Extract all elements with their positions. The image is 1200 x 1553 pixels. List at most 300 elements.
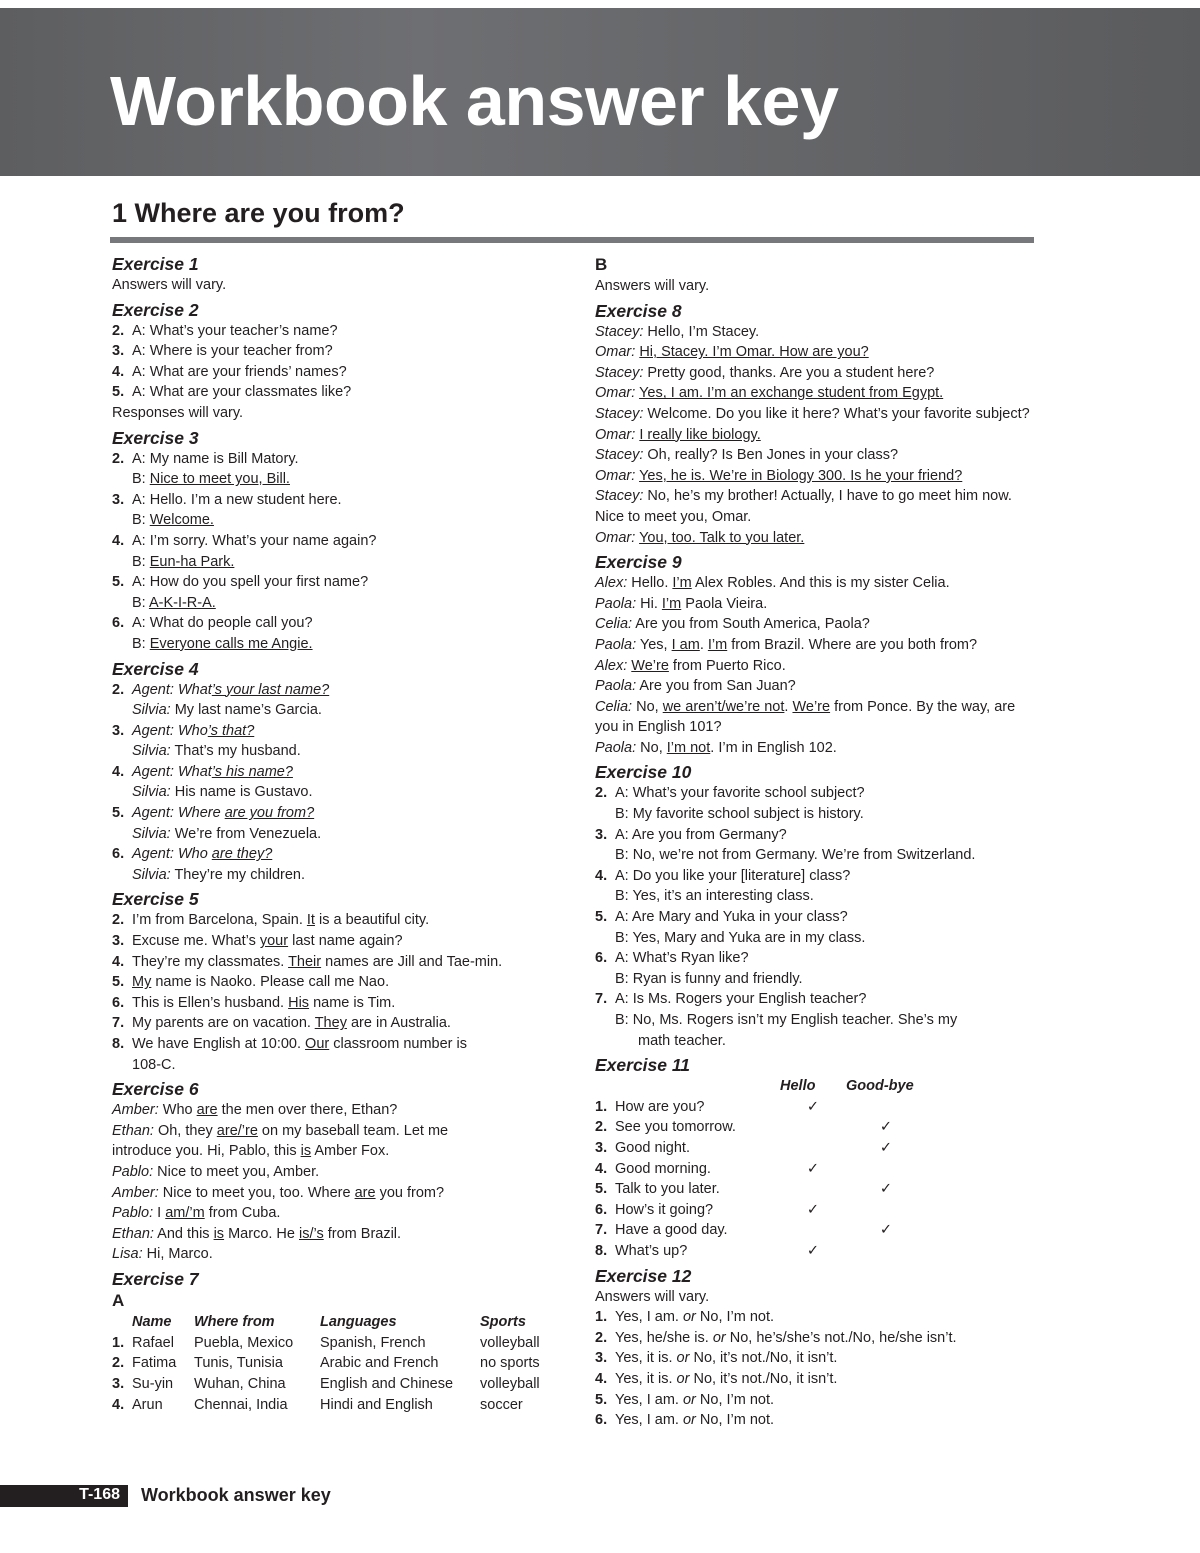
answer-text: you from? xyxy=(375,1184,445,1201)
underlined-answer: your xyxy=(259,933,289,950)
phrase-cell xyxy=(595,1097,780,1118)
item-number: 8. xyxy=(595,1242,608,1259)
underlined-answer: I’m xyxy=(707,636,728,653)
answer-text: A: Are you from Germany? xyxy=(615,826,787,843)
answer-line xyxy=(112,972,562,993)
header-banner xyxy=(0,8,1200,176)
answer-text: classroom number is xyxy=(329,1036,468,1052)
hello-check-cell: ✓ xyxy=(806,1201,820,1218)
answer-text: A: Hello. I’m a new student here. xyxy=(132,491,342,508)
answer-text: Oh, really? Is Ben Jones in your class? xyxy=(643,447,899,464)
underlined-answer: His xyxy=(288,994,310,1011)
answer-text: Hi. xyxy=(636,595,662,612)
table-row xyxy=(595,1220,926,1241)
answer-line xyxy=(595,363,1035,384)
left-column xyxy=(112,254,562,1415)
exercise-6-dialogue xyxy=(112,1100,562,1265)
underlined-answer: Eun-ha Park. xyxy=(149,553,235,570)
or-word: or xyxy=(682,1309,696,1326)
speaker-name: Silvia: xyxy=(132,743,171,760)
answer-line xyxy=(112,1055,562,1076)
item-number: 2. xyxy=(112,322,125,339)
answer-line xyxy=(112,613,562,634)
answer-line xyxy=(112,321,562,342)
item-number: 4. xyxy=(112,763,125,780)
answer-line xyxy=(112,952,562,973)
answer-text: They’re my classmates. xyxy=(132,953,289,970)
answer-line xyxy=(112,1121,562,1142)
from-cell: Tunis, Tunisia xyxy=(194,1355,283,1372)
speaker-name: Omar: xyxy=(595,426,636,443)
item-number: 4. xyxy=(595,867,608,884)
item-number: 6. xyxy=(112,615,125,632)
goodbye-check-cell: ✓ xyxy=(879,1222,893,1239)
answer-line xyxy=(595,845,1035,866)
answer-text: A: What do people call you? xyxy=(132,615,313,632)
speaker-name: Stacey: xyxy=(595,405,644,422)
answer-text: Hello. xyxy=(627,575,673,592)
answer-line xyxy=(595,969,1035,990)
answer-text: math teacher. xyxy=(638,1032,726,1049)
page-footer xyxy=(0,1485,600,1507)
section-label: B xyxy=(595,255,608,274)
speaker-name: Ethan: xyxy=(112,1122,154,1139)
answer-line xyxy=(112,721,562,742)
answer-line xyxy=(112,469,562,490)
answer-text: His name is Gustavo. xyxy=(170,784,313,801)
speaker-name: Stacey: xyxy=(595,364,644,381)
answer-line xyxy=(595,1348,1035,1369)
item-number: 3. xyxy=(595,1350,608,1367)
answer-line xyxy=(595,676,1035,697)
answer-line xyxy=(595,614,1035,635)
underlined-answer: are/’re xyxy=(216,1122,258,1139)
answer-line xyxy=(112,700,562,721)
item-number: 5. xyxy=(595,1391,608,1408)
answer-line xyxy=(112,449,562,470)
answer-text: A: I’m sorry. What’s your name again? xyxy=(132,532,377,549)
answer-text: See you tomorrow. xyxy=(615,1119,736,1136)
hello-check-cell: ✓ xyxy=(806,1160,820,1177)
sports-cell: volleyball xyxy=(480,1334,540,1351)
goodbye-check-cell: ✓ xyxy=(879,1139,893,1156)
answer-text: . xyxy=(784,698,793,715)
underlined-answer: Our xyxy=(305,1036,330,1052)
item-number: 2. xyxy=(595,1329,608,1346)
item-number: 3. xyxy=(595,1139,608,1156)
exercise-heading: Exercise 11 xyxy=(595,1055,691,1076)
name-cell: Rafael xyxy=(132,1334,174,1351)
answer-line xyxy=(595,342,1035,363)
page-title: Workbook answer key xyxy=(110,62,839,140)
answer-text: Pretty good, thanks. Are you a student here? xyxy=(643,364,935,381)
underlined-answer: is/’s xyxy=(299,1225,324,1242)
answer-line xyxy=(595,445,1035,466)
exercise-heading: Exercise 5 xyxy=(112,889,199,910)
answer-text: We’re from Venezuela. xyxy=(170,825,322,842)
phrase-cell xyxy=(595,1220,780,1241)
answer-line xyxy=(112,1162,562,1183)
col-header: Good-bye xyxy=(846,1078,914,1095)
from-cell: Chennai, India xyxy=(194,1396,288,1413)
answer-text: B: No, Ms. Rogers isn’t my English teacher. She’s my xyxy=(615,1012,958,1028)
item-number: 4. xyxy=(595,1160,608,1177)
answer-line xyxy=(112,634,562,655)
goodbye-check-cell: ✓ xyxy=(879,1119,893,1136)
name-cell: Fatima xyxy=(132,1355,177,1372)
exercise-heading: Exercise 8 xyxy=(595,300,682,321)
hello-check-cell: ✓ xyxy=(806,1242,820,1259)
languages-cell: English and Chinese xyxy=(320,1376,454,1393)
answer-line xyxy=(112,1034,562,1055)
answer-text: from Cuba. xyxy=(204,1205,281,1222)
answer-line xyxy=(595,738,1035,759)
col-header: Where from xyxy=(194,1313,275,1330)
exercise-2-list xyxy=(112,321,562,403)
speaker-name: Agent: xyxy=(132,722,174,739)
table-row xyxy=(595,1200,926,1221)
goodbye-check-cell: ✓ xyxy=(879,1181,893,1198)
speaker-name: Amber: xyxy=(112,1184,159,1201)
answer-text: A: Do you like your [literature] class? xyxy=(615,867,851,884)
item-number: 3. xyxy=(595,826,608,843)
goodbye-check-cell xyxy=(846,1200,926,1221)
speaker-name: Omar: xyxy=(595,385,636,402)
item-number: 7. xyxy=(595,1222,608,1239)
answer-text: B: Yes, it’s an interesting class. xyxy=(615,888,814,905)
item-number: 2. xyxy=(595,785,608,802)
hello-check-cell xyxy=(780,1117,846,1138)
answer-line xyxy=(112,552,562,573)
goodbye-check-cell xyxy=(846,1241,926,1262)
answer-text: Yes, I am. xyxy=(615,1309,683,1326)
answer-line xyxy=(595,1390,1035,1411)
answer-line xyxy=(595,907,1035,928)
answer-text: How are you? xyxy=(615,1098,705,1115)
underlined-answer: My xyxy=(132,974,152,991)
answer-text: No, he’s my brother! Actually, I have to go meet him now. Nice to meet you, Omar. xyxy=(595,488,1012,525)
answer-line xyxy=(595,928,1035,949)
speaker-name: Amber: xyxy=(112,1102,159,1119)
title-rule xyxy=(110,237,1034,243)
speaker-name: Omar: xyxy=(595,529,636,546)
answer-text: And this xyxy=(153,1225,214,1242)
speaker-name: Pablo: xyxy=(112,1163,154,1180)
underlined-answer: ’s your last name? xyxy=(211,681,330,698)
item-number: 2. xyxy=(112,450,125,467)
sports-cell: volleyball xyxy=(480,1376,540,1393)
languages-cell: Spanish, French xyxy=(320,1334,426,1351)
answer-line xyxy=(112,572,562,593)
answer-text: Good morning. xyxy=(615,1160,711,1177)
answer-line xyxy=(595,948,1035,969)
answer-text: Alex Robles. And this is my sister Celia. xyxy=(691,575,950,592)
hello-check-cell xyxy=(780,1220,846,1241)
answer-line xyxy=(595,1410,1035,1431)
underlined-answer: I am xyxy=(671,636,700,653)
item-number: 7. xyxy=(595,991,608,1008)
from-cell: Wuhan, China xyxy=(194,1376,286,1393)
answer-text: Yes, it is. xyxy=(615,1370,677,1387)
answer-line xyxy=(595,804,1035,825)
answer-text: Amber Fox. xyxy=(311,1143,390,1160)
answer-line xyxy=(595,486,1035,527)
or-word: or xyxy=(676,1370,690,1387)
answer-text: This is Ellen’s husband. xyxy=(132,994,289,1011)
answer-line xyxy=(595,866,1035,887)
table-row xyxy=(112,1353,540,1374)
answer-line xyxy=(595,635,1035,656)
languages-cell: Arabic and French xyxy=(320,1355,439,1372)
answer-line xyxy=(595,1328,1035,1349)
answer-text: Who xyxy=(173,846,212,863)
phrase-cell xyxy=(595,1179,780,1200)
answer-line xyxy=(112,782,562,803)
answer-line xyxy=(112,680,562,701)
item-number: 2. xyxy=(595,1119,608,1136)
item-number: 4. xyxy=(112,532,125,549)
col-header: Languages xyxy=(320,1313,397,1330)
answer-text: Who xyxy=(158,1102,197,1119)
speaker-name: Paola: xyxy=(595,595,637,612)
answer-line xyxy=(595,783,1035,804)
speaker-name: Celia: xyxy=(595,616,633,633)
item-number: 3. xyxy=(112,343,125,360)
answer-text: B: xyxy=(132,635,150,652)
speaker-name: Alex: xyxy=(595,575,628,592)
goodbye-check-cell xyxy=(846,1097,926,1118)
item-number: 5. xyxy=(112,974,125,991)
answer-text: Where xyxy=(173,805,225,822)
answer-text: What’s up? xyxy=(615,1242,688,1259)
item-number: 5. xyxy=(112,574,125,591)
answer-text: 108-C. xyxy=(132,1056,176,1073)
underlined-answer: Welcome. xyxy=(149,512,214,529)
answer-text: the men over there, Ethan? xyxy=(217,1102,398,1119)
answer-text: B: xyxy=(132,553,150,570)
answer-text: A: What’s Ryan like? xyxy=(615,950,749,967)
name-cell: Su-yin xyxy=(132,1376,174,1393)
exercise-heading: Exercise 3 xyxy=(112,427,199,448)
exercise-heading: Exercise 6 xyxy=(112,1079,199,1100)
item-number: 6. xyxy=(595,1201,608,1218)
answer-text: Yes, it is. xyxy=(615,1350,677,1367)
answer-line xyxy=(112,993,562,1014)
answer-text: Nice to meet you, too. Where xyxy=(158,1184,355,1201)
item-number: 5. xyxy=(595,1181,608,1198)
answer-line xyxy=(112,931,562,952)
answer-text: B: Ryan is funny and friendly. xyxy=(615,970,803,987)
underlined-answer: A-K-I-R-A. xyxy=(148,594,216,611)
answer-text: on my baseball team. Let me xyxy=(257,1122,449,1139)
exercise-9-dialogue xyxy=(595,573,1035,758)
or-word: or xyxy=(676,1350,690,1367)
answer-text: We have English at 10:00. xyxy=(132,1036,306,1052)
answer-text: Hello, I’m Stacey. xyxy=(643,323,760,340)
answer-text: Answers will vary. xyxy=(112,277,227,293)
answer-line xyxy=(112,1244,562,1265)
table-header-row xyxy=(595,1076,926,1097)
exercise-11-table xyxy=(595,1076,926,1261)
answer-text: are in Australia. xyxy=(346,1015,451,1032)
answer-line xyxy=(595,383,1035,404)
answer-text: No, I’m not. xyxy=(695,1412,775,1429)
answer-line xyxy=(595,1031,1035,1052)
answer-line xyxy=(595,404,1035,425)
goodbye-check-cell xyxy=(846,1159,926,1180)
answer-line xyxy=(595,425,1035,446)
table-row xyxy=(595,1179,926,1200)
speaker-name: Stacey: xyxy=(595,488,644,505)
underlined-answer: We’re xyxy=(631,657,669,674)
answer-text: Talk to you later. xyxy=(615,1181,720,1198)
item-number: 5. xyxy=(595,909,608,926)
answer-line xyxy=(112,510,562,531)
item-number: 2. xyxy=(112,681,125,698)
answer-text: A: My name is Bill Matory. xyxy=(132,450,299,467)
underlined-answer: I’m xyxy=(672,575,692,592)
exercise-5-list xyxy=(112,910,562,1075)
item-number: 6. xyxy=(112,994,125,1011)
answer-line xyxy=(595,656,1035,677)
underlined-answer: We’re xyxy=(792,698,831,715)
answer-text: Welcome. Do you like it here? What’s your favorite subject? xyxy=(643,405,1030,422)
answer-line xyxy=(112,531,562,552)
item-number: 1. xyxy=(595,1309,608,1326)
underlined-answer: You, too. Talk to you later. xyxy=(639,529,805,546)
item-number: 2. xyxy=(112,1355,125,1372)
exercise-heading: Exercise 12 xyxy=(595,1265,692,1286)
answer-line xyxy=(112,803,562,824)
speaker-name: Stacey: xyxy=(595,323,644,340)
answer-line xyxy=(595,697,1035,738)
col-header: Name xyxy=(132,1313,172,1330)
exercise-heading: Exercise 7 xyxy=(112,1268,199,1289)
exercise-4-list xyxy=(112,680,562,886)
speaker-name: Agent: xyxy=(132,846,174,863)
or-word: or xyxy=(712,1329,726,1346)
speaker-name: Agent: xyxy=(132,763,174,780)
item-number: 4. xyxy=(112,953,125,970)
speaker-name: Celia: xyxy=(595,698,633,715)
answer-text: from Puerto Rico. xyxy=(668,657,786,674)
or-word: or xyxy=(682,1412,696,1429)
answer-text: My parents are on vacation. xyxy=(132,1015,315,1032)
underlined-answer: is xyxy=(300,1143,312,1160)
answer-text: A: What are your friends’ names? xyxy=(132,363,347,380)
answer-text: Nice to meet you, Amber. xyxy=(153,1163,320,1180)
underlined-answer: we aren’t/we’re not xyxy=(662,698,785,715)
item-number: 5. xyxy=(112,805,125,822)
answer-text: from Ponce. By the way, are you in English 101? xyxy=(595,698,1016,736)
answer-text: No, it’s not./No, it isn’t. xyxy=(689,1350,838,1367)
speaker-name: Lisa: xyxy=(112,1246,143,1263)
underlined-answer: Everyone calls me Angie. xyxy=(149,635,313,652)
answer-text: Yes, I am. xyxy=(615,1391,683,1408)
hello-check-cell xyxy=(780,1138,846,1159)
answer-line xyxy=(112,593,562,614)
speaker-name: Agent: xyxy=(132,805,174,822)
speaker-name: Silvia: xyxy=(132,784,171,801)
speaker-name: Stacey: xyxy=(595,447,644,464)
underlined-answer: I really like biology. xyxy=(639,426,761,443)
exercise-heading: Exercise 10 xyxy=(595,762,692,783)
item-number: 6. xyxy=(595,1412,608,1429)
answer-line xyxy=(112,1183,562,1204)
answer-line xyxy=(112,490,562,511)
underlined-answer: are xyxy=(354,1184,376,1201)
speaker-name: Silvia: xyxy=(132,702,171,719)
underlined-answer: am/’m xyxy=(165,1205,205,1222)
answer-text: names are Jill and Tae-min. xyxy=(321,953,503,970)
answer-text: from Brazil. Where are you both from? xyxy=(727,636,978,653)
item-number: 2. xyxy=(112,912,125,929)
answer-line xyxy=(112,362,562,383)
table-row xyxy=(595,1138,926,1159)
item-number: 3. xyxy=(112,1375,125,1392)
footer-title: Workbook answer key xyxy=(141,1485,331,1505)
name-cell: Arun xyxy=(132,1396,163,1413)
answer-text: B: xyxy=(132,594,149,611)
table-row xyxy=(112,1374,540,1395)
answer-line xyxy=(595,989,1035,1010)
answer-line xyxy=(112,1100,562,1121)
languages-cell: Hindi and English xyxy=(320,1396,433,1413)
answer-line xyxy=(595,1010,1035,1031)
table-row xyxy=(595,1241,926,1262)
answer-text: What xyxy=(173,763,212,780)
answer-text: They’re my children. xyxy=(170,866,305,883)
sports-cell: soccer xyxy=(480,1396,523,1413)
answer-line xyxy=(112,1203,562,1224)
answer-line xyxy=(595,1369,1035,1390)
answer-line xyxy=(112,741,562,762)
answer-line xyxy=(112,824,562,845)
answer-text: Yes, xyxy=(636,636,672,653)
exercise-heading: Exercise 4 xyxy=(112,658,199,679)
col-header: Hello xyxy=(780,1078,816,1095)
or-word: or xyxy=(682,1391,696,1408)
exercise-12-list xyxy=(595,1307,1035,1431)
answer-text: A: What are your classmates like? xyxy=(132,384,352,401)
phrase-cell xyxy=(595,1138,780,1159)
speaker-name: Agent: xyxy=(132,681,174,698)
exercise-7-table xyxy=(112,1312,540,1415)
exercise-heading: Exercise 2 xyxy=(112,299,199,320)
underlined-answer: are they? xyxy=(211,846,273,863)
table-header-row xyxy=(112,1312,540,1333)
exercise-heading: Exercise 9 xyxy=(595,552,682,573)
answer-text: How’s it going? xyxy=(615,1201,714,1218)
exercise-3-list xyxy=(112,449,562,655)
answer-text: introduce you. Hi, Pablo, this xyxy=(112,1143,301,1160)
underlined-answer: are you from? xyxy=(224,805,315,822)
speaker-name: Silvia: xyxy=(132,825,171,842)
answer-text: name is Tim. xyxy=(309,994,396,1011)
answer-line xyxy=(595,825,1035,846)
table-row xyxy=(595,1159,926,1180)
answer-text: Paola Vieira. xyxy=(681,595,768,612)
item-number: 1. xyxy=(112,1334,125,1351)
item-number: 6. xyxy=(112,846,125,863)
answer-text: Answers will vary. xyxy=(595,278,710,294)
underlined-answer: Yes, I am. I’m an exchange student from Egypt. xyxy=(639,385,944,402)
exercise-heading: Exercise 1 xyxy=(112,254,199,274)
item-number: 6. xyxy=(595,950,608,967)
answer-text: A: Is Ms. Rogers your English teacher? xyxy=(615,991,867,1008)
item-number: 4. xyxy=(595,1370,608,1387)
from-cell: Puebla, Mexico xyxy=(194,1334,294,1351)
